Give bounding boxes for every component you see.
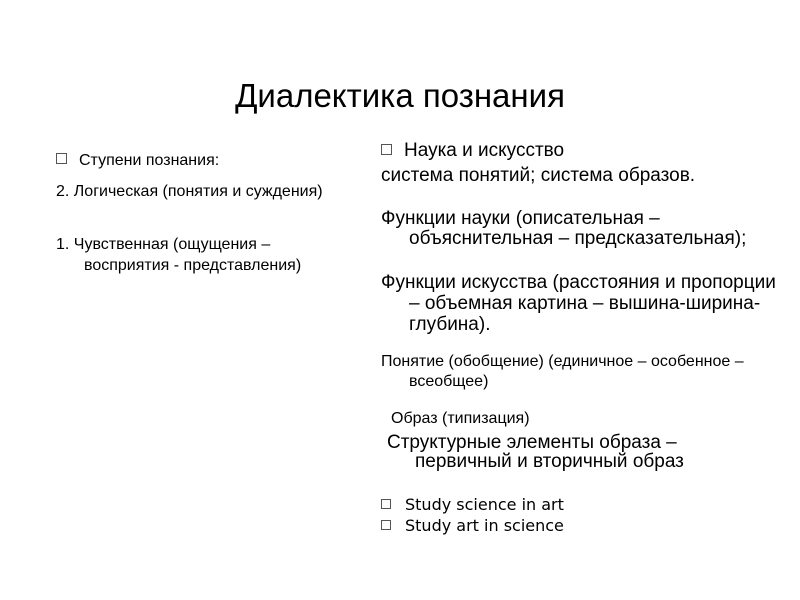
right-line: Функции науки (описательная – объяснительная – предсказательная); bbox=[381, 208, 747, 249]
checkbox-bullet-icon bbox=[381, 144, 392, 155]
english-list-item bbox=[381, 494, 564, 516]
left-heading bbox=[56, 151, 219, 171]
right-line: система понятий; система образов. bbox=[381, 165, 696, 186]
checkbox-bullet-icon bbox=[381, 499, 391, 509]
english-list-item bbox=[381, 515, 564, 537]
slide-title: Диалектика познания bbox=[235, 77, 565, 114]
left-list-item: 2. Логическая (понятия и суждения) bbox=[56, 183, 323, 200]
right-line: Понятие (обобщение) (единичное – особенное – всеобщее) bbox=[381, 353, 744, 390]
left-heading-text: Ступени познания: bbox=[79, 152, 220, 169]
right-line: Образ (типизация) bbox=[391, 410, 530, 427]
left-list-item: 1. Чувственная (ощущения – восприятия - представления) bbox=[56, 236, 302, 274]
right-heading bbox=[381, 140, 564, 162]
english-list-item-text: Study art in science bbox=[405, 516, 564, 535]
checkbox-bullet-icon bbox=[56, 153, 67, 164]
right-line: Функции искусства (расстояния и пропорции – объемная картина – вышина-ширина-глубина). bbox=[381, 272, 776, 335]
checkbox-bullet-icon bbox=[381, 520, 391, 530]
right-heading-text: Наука и искусство bbox=[404, 140, 565, 161]
english-list-item-text: Study science in art bbox=[405, 495, 564, 514]
right-line: Структурные элементы образа – первичный и вторичный образ bbox=[387, 432, 684, 472]
